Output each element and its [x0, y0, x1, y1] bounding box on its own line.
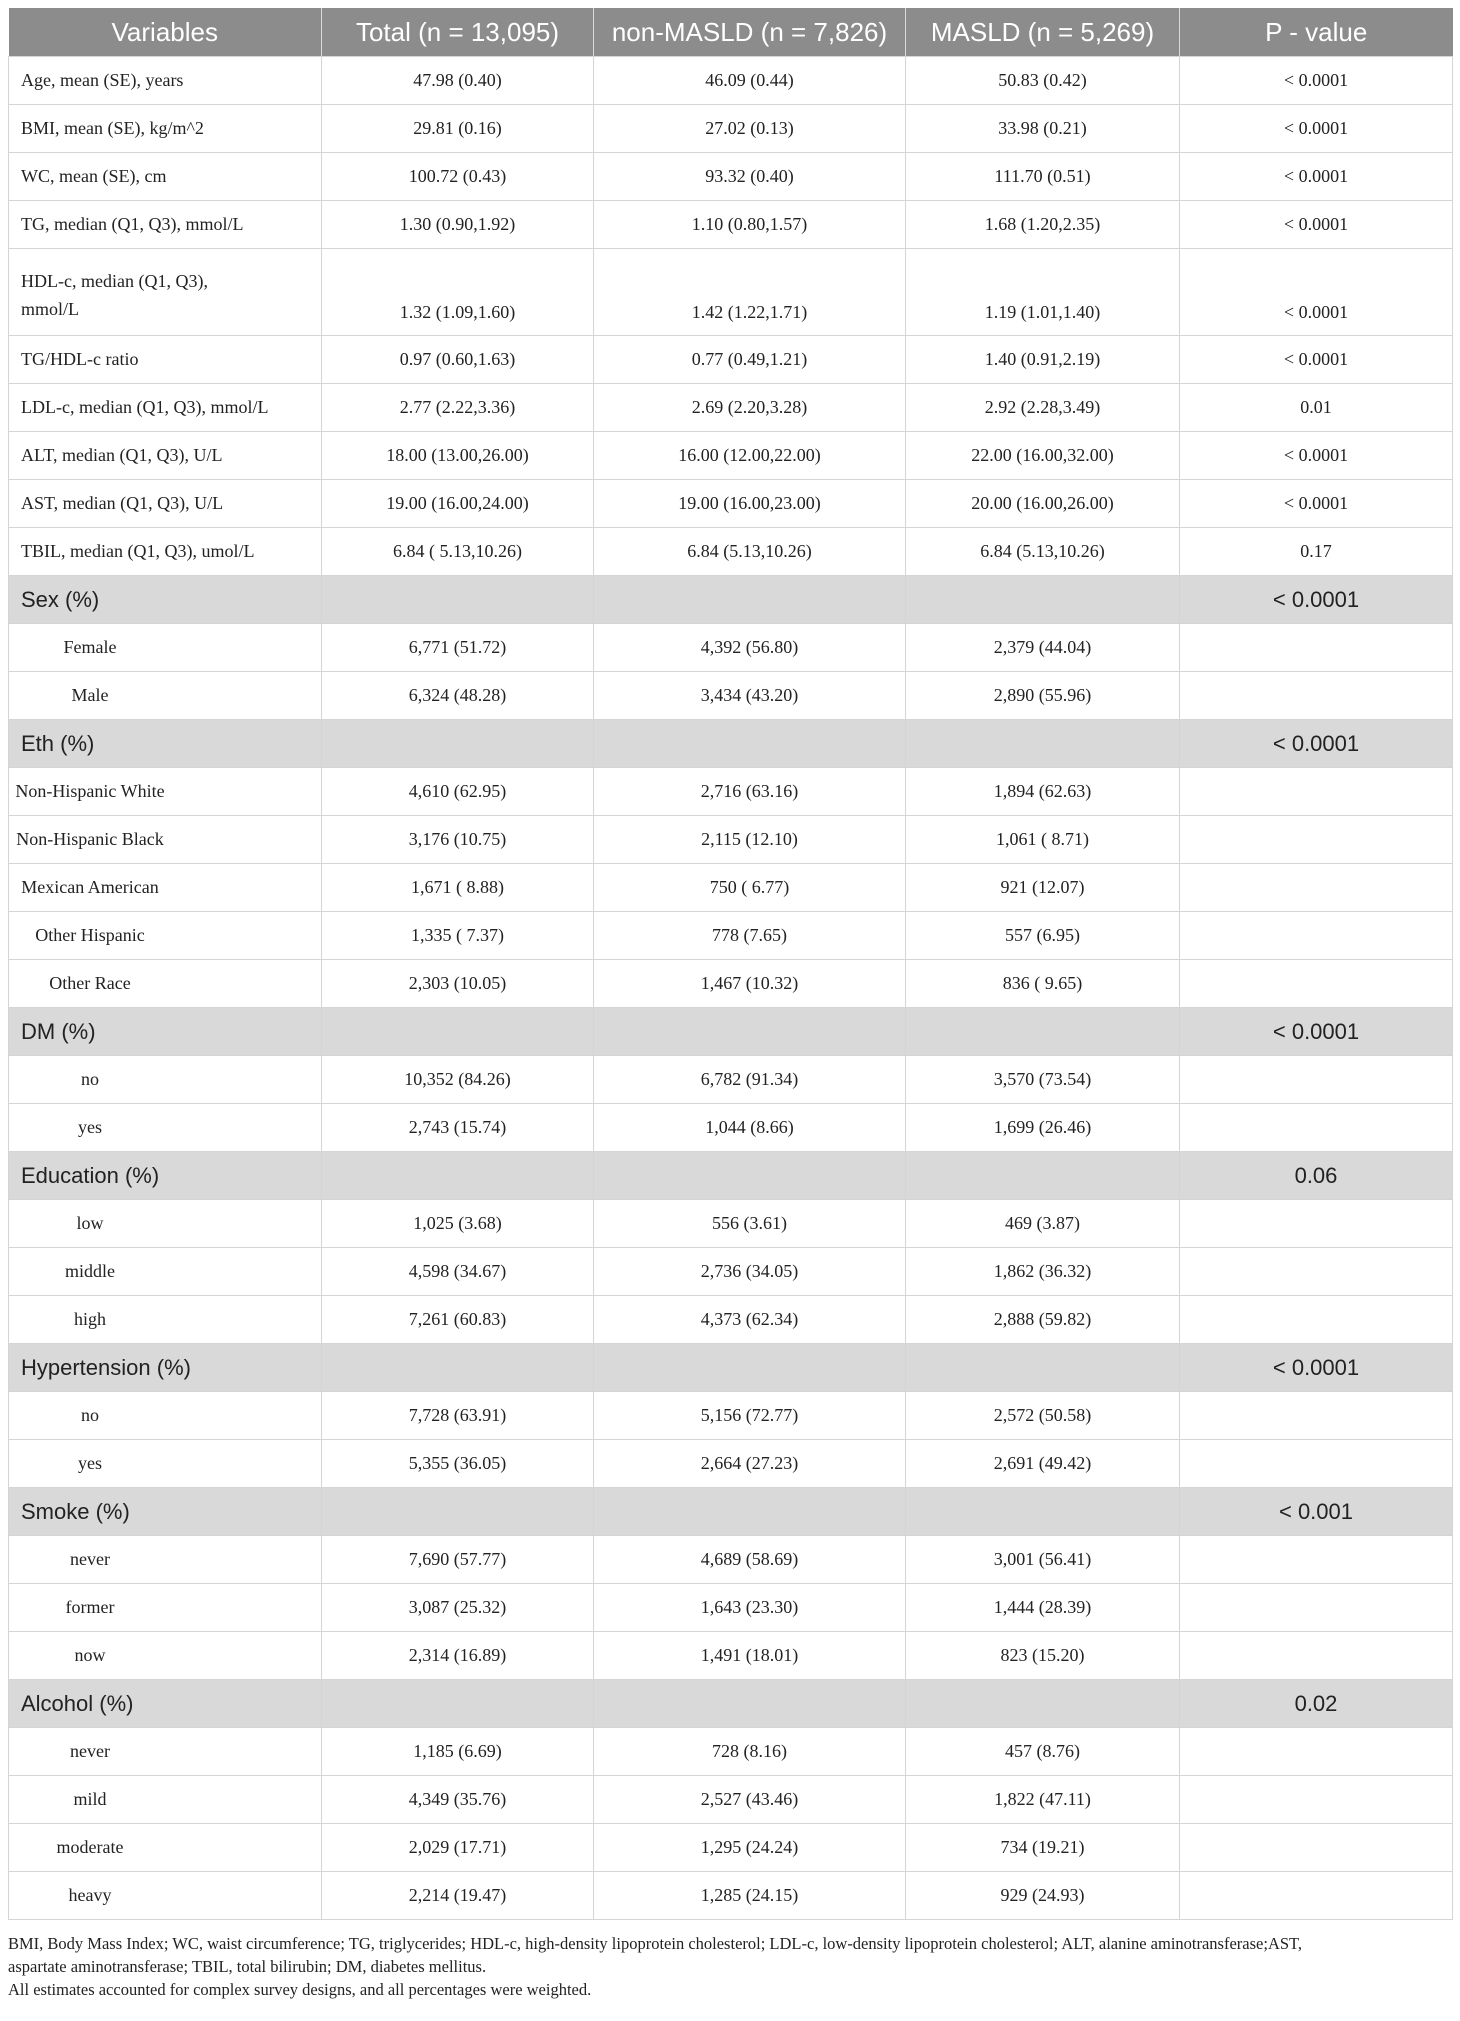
header-variables: Variables: [9, 8, 322, 57]
baseline-characteristics-table: [8, 8, 1453, 1920]
cell-total: 1.30 (0.90,1.92): [322, 201, 594, 249]
category-label: Other Race: [9, 960, 322, 1008]
cell-masld: 457 (8.76): [906, 1728, 1180, 1776]
cell-masld: 3,001 (56.41): [906, 1536, 1180, 1584]
cell-p-value: [1180, 1824, 1453, 1872]
cell-non-masld: 0.77 (0.49,1.21): [594, 336, 906, 384]
cell-total: 1,025 (3.68): [322, 1200, 594, 1248]
category-label: high: [9, 1296, 322, 1344]
section-p-value: < 0.0001: [1180, 1008, 1453, 1056]
cell-non-masld: 2.69 (2.20,3.28): [594, 384, 906, 432]
cell-masld: 929 (24.93): [906, 1872, 1180, 1920]
table-row: [9, 960, 1453, 1008]
cell-non-masld: 6.84 (5.13,10.26): [594, 528, 906, 576]
cell-non-masld: 750 ( 6.77): [594, 864, 906, 912]
table-row: [9, 1200, 1453, 1248]
table-row: [9, 480, 1453, 528]
cell-masld: 836 ( 9.65): [906, 960, 1180, 1008]
category-label: middle: [9, 1248, 322, 1296]
row-label: LDL-c, median (Q1, Q3), mmol/L: [9, 384, 322, 432]
section-label: Eth (%): [9, 720, 322, 768]
table-row: [9, 1104, 1453, 1152]
table-container: [8, 8, 1452, 2001]
cell-non-masld: 1,285 (24.15): [594, 1872, 906, 1920]
cell-p-value: [1180, 864, 1453, 912]
cell-p-value: 0.17: [1180, 528, 1453, 576]
cell-p-value: < 0.0001: [1180, 105, 1453, 153]
category-label: never: [9, 1728, 322, 1776]
cell-p-value: [1180, 1776, 1453, 1824]
cell-total: 4,349 (35.76): [322, 1776, 594, 1824]
table-row: [9, 864, 1453, 912]
section-header-row: [9, 1344, 1453, 1392]
cell-masld: [906, 1152, 1180, 1200]
row-label: Age, mean (SE), years: [9, 57, 322, 105]
cell-total: 10,352 (84.26): [322, 1056, 594, 1104]
cell-masld: [906, 1344, 1180, 1392]
table-row: [9, 1872, 1453, 1920]
cell-total: [322, 1008, 594, 1056]
table-row: [9, 1824, 1453, 1872]
cell-masld: 921 (12.07): [906, 864, 1180, 912]
cell-masld: 1,061 ( 8.71): [906, 816, 1180, 864]
cell-total: 7,728 (63.91): [322, 1392, 594, 1440]
cell-p-value: < 0.0001: [1180, 249, 1453, 336]
cell-non-masld: 1,643 (23.30): [594, 1584, 906, 1632]
section-p-value: < 0.0001: [1180, 576, 1453, 624]
cell-masld: 22.00 (16.00,32.00): [906, 432, 1180, 480]
cell-masld: 1,822 (47.11): [906, 1776, 1180, 1824]
cell-p-value: [1180, 1728, 1453, 1776]
category-label: no: [9, 1056, 322, 1104]
cell-total: 2,743 (15.74): [322, 1104, 594, 1152]
cell-non-masld: [594, 1680, 906, 1728]
header-non-masld: non-MASLD (n = 7,826): [594, 8, 906, 57]
category-label: yes: [9, 1440, 322, 1488]
cell-non-masld: 1.10 (0.80,1.57): [594, 201, 906, 249]
cell-masld: 1.40 (0.91,2.19): [906, 336, 1180, 384]
cell-total: 2.77 (2.22,3.36): [322, 384, 594, 432]
cell-total: 0.97 (0.60,1.63): [322, 336, 594, 384]
cell-total: 3,176 (10.75): [322, 816, 594, 864]
cell-p-value: [1180, 1440, 1453, 1488]
header-masld: MASLD (n = 5,269): [906, 8, 1180, 57]
cell-p-value: < 0.0001: [1180, 432, 1453, 480]
cell-p-value: [1180, 1248, 1453, 1296]
table-row: [9, 528, 1453, 576]
cell-p-value: [1180, 768, 1453, 816]
table-row: [9, 768, 1453, 816]
header-total: Total (n = 13,095): [322, 8, 594, 57]
category-label: now: [9, 1632, 322, 1680]
table-row: [9, 1632, 1453, 1680]
cell-non-masld: [594, 576, 906, 624]
cell-p-value: [1180, 1632, 1453, 1680]
cell-total: 5,355 (36.05): [322, 1440, 594, 1488]
table-row: [9, 1728, 1453, 1776]
table-row: [9, 1056, 1453, 1104]
cell-p-value: [1180, 912, 1453, 960]
cell-p-value: [1180, 1392, 1453, 1440]
table-row: [9, 1776, 1453, 1824]
cell-total: 18.00 (13.00,26.00): [322, 432, 594, 480]
cell-p-value: [1180, 1584, 1453, 1632]
table-row: [9, 153, 1453, 201]
cell-non-masld: 2,716 (63.16): [594, 768, 906, 816]
cell-non-masld: 19.00 (16.00,23.00): [594, 480, 906, 528]
cell-total: 47.98 (0.40): [322, 57, 594, 105]
row-label: ALT, median (Q1, Q3), U/L: [9, 432, 322, 480]
row-label: TBIL, median (Q1, Q3), umol/L: [9, 528, 322, 576]
category-label: moderate: [9, 1824, 322, 1872]
category-label: mild: [9, 1776, 322, 1824]
cell-masld: 2,691 (49.42): [906, 1440, 1180, 1488]
cell-non-masld: 1,295 (24.24): [594, 1824, 906, 1872]
cell-masld: 1.68 (1.20,2.35): [906, 201, 1180, 249]
row-label-line2: mmol/L: [21, 299, 79, 319]
cell-masld: 2,572 (50.58): [906, 1392, 1180, 1440]
row-label: AST, median (Q1, Q3), U/L: [9, 480, 322, 528]
cell-p-value: < 0.0001: [1180, 480, 1453, 528]
cell-masld: [906, 720, 1180, 768]
cell-masld: 1,699 (26.46): [906, 1104, 1180, 1152]
cell-total: 6.84 ( 5.13,10.26): [322, 528, 594, 576]
table-row: [9, 57, 1453, 105]
table-row: [9, 1584, 1453, 1632]
cell-masld: 557 (6.95): [906, 912, 1180, 960]
table-row: [9, 1536, 1453, 1584]
cell-non-masld: 2,664 (27.23): [594, 1440, 906, 1488]
cell-masld: 2,379 (44.04): [906, 624, 1180, 672]
category-label: Non-Hispanic White: [9, 768, 322, 816]
table-row: [9, 336, 1453, 384]
cell-non-masld: [594, 1008, 906, 1056]
cell-masld: 1.19 (1.01,1.40): [906, 249, 1180, 336]
cell-non-masld: 3,434 (43.20): [594, 672, 906, 720]
cell-total: 7,261 (60.83): [322, 1296, 594, 1344]
table-row: [9, 624, 1453, 672]
cell-masld: 50.83 (0.42): [906, 57, 1180, 105]
cell-non-masld: 4,392 (56.80): [594, 624, 906, 672]
row-label-line1: HDL-c, median (Q1, Q3),: [21, 271, 208, 291]
cell-masld: [906, 1680, 1180, 1728]
category-label: no: [9, 1392, 322, 1440]
cell-non-masld: 6,782 (91.34): [594, 1056, 906, 1104]
table-row: [9, 672, 1453, 720]
cell-total: 29.81 (0.16): [322, 105, 594, 153]
table-row: [9, 1248, 1453, 1296]
cell-masld: 2,888 (59.82): [906, 1296, 1180, 1344]
section-p-value: 0.06: [1180, 1152, 1453, 1200]
cell-total: 6,324 (48.28): [322, 672, 594, 720]
cell-masld: 2,890 (55.96): [906, 672, 1180, 720]
cell-non-masld: 2,115 (12.10): [594, 816, 906, 864]
cell-non-masld: 1,467 (10.32): [594, 960, 906, 1008]
cell-p-value: [1180, 1056, 1453, 1104]
cell-p-value: [1180, 1200, 1453, 1248]
cell-non-masld: 4,689 (58.69): [594, 1536, 906, 1584]
cell-p-value: 0.01: [1180, 384, 1453, 432]
footnote-line: BMI, Body Mass Index; WC, waist circumference; TG, triglycerides; HDL-c, high-density lipoprotein cholesterol; LDL-c, low-density lipoprotein cholesterol; ALT, alanine aminotransferase;AST,: [8, 1934, 1303, 1953]
table-body: [9, 57, 1453, 1920]
cell-non-masld: [594, 720, 906, 768]
cell-p-value: < 0.0001: [1180, 201, 1453, 249]
cell-masld: 2.92 (2.28,3.49): [906, 384, 1180, 432]
cell-total: 100.72 (0.43): [322, 153, 594, 201]
cell-masld: 111.70 (0.51): [906, 153, 1180, 201]
cell-total: [322, 576, 594, 624]
section-header-row: [9, 1152, 1453, 1200]
section-p-value: 0.02: [1180, 1680, 1453, 1728]
row-label: [9, 249, 322, 336]
cell-non-masld: [594, 1152, 906, 1200]
cell-masld: [906, 576, 1180, 624]
cell-total: 4,598 (34.67): [322, 1248, 594, 1296]
cell-masld: 469 (3.87): [906, 1200, 1180, 1248]
cell-masld: 1,862 (36.32): [906, 1248, 1180, 1296]
category-label: Male: [9, 672, 322, 720]
cell-total: 1,185 (6.69): [322, 1728, 594, 1776]
table-row: [9, 912, 1453, 960]
cell-total: 1,671 ( 8.88): [322, 864, 594, 912]
cell-p-value: [1180, 816, 1453, 864]
cell-total: [322, 1344, 594, 1392]
cell-non-masld: 2,527 (43.46): [594, 1776, 906, 1824]
cell-non-masld: 2,736 (34.05): [594, 1248, 906, 1296]
cell-total: [322, 720, 594, 768]
cell-non-masld: 27.02 (0.13): [594, 105, 906, 153]
cell-p-value: [1180, 624, 1453, 672]
cell-masld: 1,894 (62.63): [906, 768, 1180, 816]
cell-total: 2,314 (16.89): [322, 1632, 594, 1680]
section-header-row: [9, 1008, 1453, 1056]
cell-p-value: < 0.0001: [1180, 153, 1453, 201]
category-label: Other Hispanic: [9, 912, 322, 960]
category-label: heavy: [9, 1872, 322, 1920]
cell-non-masld: 728 (8.16): [594, 1728, 906, 1776]
table-row: [9, 105, 1453, 153]
row-label: BMI, mean (SE), kg/m^2: [9, 105, 322, 153]
cell-p-value: < 0.0001: [1180, 336, 1453, 384]
cell-p-value: [1180, 1872, 1453, 1920]
cell-p-value: [1180, 1104, 1453, 1152]
section-label: Hypertension (%): [9, 1344, 322, 1392]
section-label: DM (%): [9, 1008, 322, 1056]
cell-total: 6,771 (51.72): [322, 624, 594, 672]
cell-total: 2,029 (17.71): [322, 1824, 594, 1872]
table-row: [9, 1296, 1453, 1344]
table-row: [9, 1392, 1453, 1440]
section-header-row: [9, 576, 1453, 624]
cell-total: [322, 1488, 594, 1536]
cell-masld: 20.00 (16.00,26.00): [906, 480, 1180, 528]
cell-non-masld: [594, 1344, 906, 1392]
section-header-row: [9, 1680, 1453, 1728]
cell-masld: 3,570 (73.54): [906, 1056, 1180, 1104]
cell-total: 7,690 (57.77): [322, 1536, 594, 1584]
cell-total: 2,214 (19.47): [322, 1872, 594, 1920]
footnote-line: aspartate aminotransferase; TBIL, total bilirubin; DM, diabetes mellitus.: [8, 1957, 487, 1976]
section-label: Smoke (%): [9, 1488, 322, 1536]
cell-non-masld: [594, 1488, 906, 1536]
table-row: [9, 201, 1453, 249]
cell-total: 3,087 (25.32): [322, 1584, 594, 1632]
table-row: [9, 1440, 1453, 1488]
footnote-line: All estimates accounted for complex survey designs, and all percentages were weighted.: [8, 1980, 592, 1999]
cell-non-masld: 46.09 (0.44): [594, 57, 906, 105]
row-label: TG, median (Q1, Q3), mmol/L: [9, 201, 322, 249]
section-header-row: [9, 1488, 1453, 1536]
cell-total: 19.00 (16.00,24.00): [322, 480, 594, 528]
section-p-value: < 0.001: [1180, 1488, 1453, 1536]
section-header-row: [9, 720, 1453, 768]
cell-non-masld: 5,156 (72.77): [594, 1392, 906, 1440]
cell-non-masld: 1,044 (8.66): [594, 1104, 906, 1152]
header-p-value: P - value: [1180, 8, 1453, 57]
cell-p-value: < 0.0001: [1180, 57, 1453, 105]
cell-masld: 33.98 (0.21): [906, 105, 1180, 153]
section-label: Education (%): [9, 1152, 322, 1200]
category-label: yes: [9, 1104, 322, 1152]
cell-masld: [906, 1008, 1180, 1056]
table-row: [9, 432, 1453, 480]
cell-total: 1,335 ( 7.37): [322, 912, 594, 960]
cell-non-masld: 93.32 (0.40): [594, 153, 906, 201]
header-row: [9, 8, 1453, 57]
cell-masld: [906, 1488, 1180, 1536]
cell-non-masld: 778 (7.65): [594, 912, 906, 960]
category-label: Mexican American: [9, 864, 322, 912]
cell-p-value: [1180, 960, 1453, 1008]
cell-non-masld: 4,373 (62.34): [594, 1296, 906, 1344]
cell-masld: 823 (15.20): [906, 1632, 1180, 1680]
category-label: never: [9, 1536, 322, 1584]
row-label: WC, mean (SE), cm: [9, 153, 322, 201]
cell-total: [322, 1680, 594, 1728]
section-p-value: < 0.0001: [1180, 720, 1453, 768]
cell-non-masld: 1.42 (1.22,1.71): [594, 249, 906, 336]
category-label: former: [9, 1584, 322, 1632]
cell-total: 4,610 (62.95): [322, 768, 594, 816]
cell-non-masld: 556 (3.61): [594, 1200, 906, 1248]
cell-p-value: [1180, 1536, 1453, 1584]
category-label: Non-Hispanic Black: [9, 816, 322, 864]
cell-total: 1.32 (1.09,1.60): [322, 249, 594, 336]
section-label: Sex (%): [9, 576, 322, 624]
section-label: Alcohol (%): [9, 1680, 322, 1728]
category-label: low: [9, 1200, 322, 1248]
cell-masld: 734 (19.21): [906, 1824, 1180, 1872]
cell-total: [322, 1152, 594, 1200]
table-footnote: [8, 1932, 1452, 2001]
cell-p-value: [1180, 672, 1453, 720]
cell-p-value: [1180, 1296, 1453, 1344]
cell-masld: 1,444 (28.39): [906, 1584, 1180, 1632]
cell-total: 2,303 (10.05): [322, 960, 594, 1008]
table-row: [9, 816, 1453, 864]
table-row: [9, 249, 1453, 336]
category-label: Female: [9, 624, 322, 672]
cell-non-masld: 16.00 (12.00,22.00): [594, 432, 906, 480]
table-row: [9, 384, 1453, 432]
row-label: TG/HDL-c ratio: [9, 336, 322, 384]
cell-masld: 6.84 (5.13,10.26): [906, 528, 1180, 576]
cell-non-masld: 1,491 (18.01): [594, 1632, 906, 1680]
section-p-value: < 0.0001: [1180, 1344, 1453, 1392]
